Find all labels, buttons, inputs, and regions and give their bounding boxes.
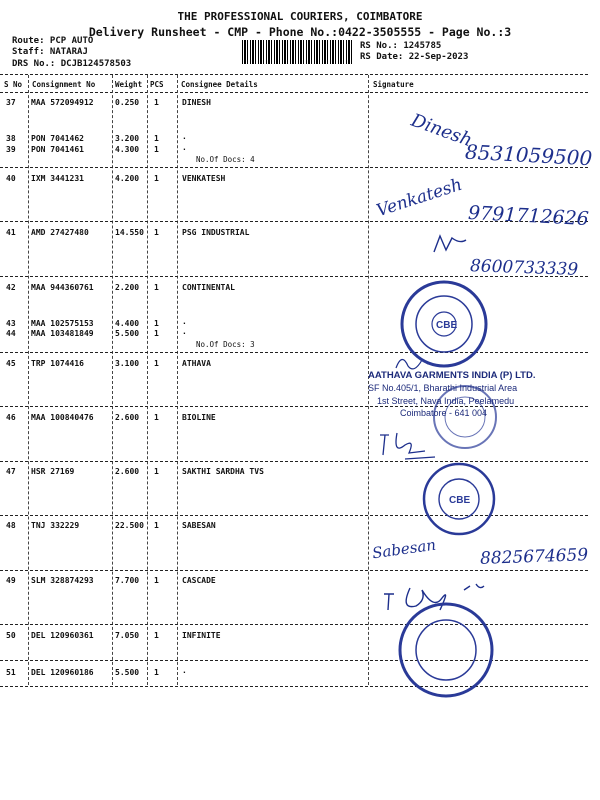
stamp-address-3: Coimbatore - 641 004: [400, 408, 488, 418]
row-details: DINESH: [182, 98, 211, 107]
drs-number: DRS No.: DCJB124578503: [12, 59, 132, 69]
row-consignment: MAA 572094912: [31, 98, 94, 107]
phone-2: 9791712626: [467, 201, 590, 231]
row-rule: [0, 515, 588, 516]
row-rule: [0, 570, 588, 571]
col-signature: Signature: [373, 80, 414, 89]
col-weight: Weight: [115, 80, 143, 89]
row-consignment: PON 7041462: [31, 134, 84, 143]
row-sno: 48: [6, 521, 16, 530]
col-sno: S No: [4, 80, 23, 89]
rs-date: RS Date: 22-Sep-2023: [360, 52, 469, 62]
row-consignment: DEL 120960186: [31, 668, 94, 677]
stamp-company-name: AATHAVA GARMENTS INDIA (P) LTD.: [368, 370, 536, 381]
row-details: SABESAN: [182, 521, 216, 530]
row-details: .: [182, 666, 187, 675]
signature-venkatesh: Venkatesh: [374, 174, 465, 222]
row-consignment: IXM 3441231: [31, 174, 84, 183]
row-consignment: MAA 102575153: [31, 319, 94, 328]
row-sno: 49: [6, 576, 16, 585]
row-rule: [0, 660, 588, 661]
runsheet-subtitle: Delivery Runsheet - CMP - Phone No.:0422-3505555 - Page No.:3: [88, 25, 512, 39]
row-weight: 0.250: [115, 98, 140, 107]
row-weight: 4.400: [115, 319, 140, 328]
col-consignment: Consignment No: [32, 80, 96, 89]
row-consignment: MAA 100840476: [31, 413, 94, 422]
row-consignment: TRP 1074416: [31, 359, 84, 368]
phone-4: 8825674659: [479, 545, 589, 569]
row-consignment: MAA 944360761: [31, 283, 94, 292]
row-sno: 44: [6, 329, 16, 338]
row-pcs: 1: [154, 134, 159, 143]
row-weight: 22.500: [115, 521, 144, 530]
row-pcs: 1: [154, 576, 159, 585]
col-consignee: Consignee Details: [181, 80, 258, 89]
row-weight: 4.300: [115, 145, 140, 154]
row-pcs: 1: [154, 174, 159, 183]
docs-count: No.Of Docs: 3: [196, 340, 255, 349]
row-pcs: 1: [154, 319, 159, 328]
signature-dinesh: Dinesh: [408, 109, 475, 152]
row-sno: 45: [6, 359, 16, 368]
company-title: THE PROFESSIONAL COURIERS, COIMBATORE: [177, 10, 423, 23]
row-rule: [0, 461, 588, 462]
row-details: .: [182, 317, 187, 326]
header-rule-top: [0, 74, 588, 75]
row-rule: [0, 167, 588, 168]
barcode: [242, 40, 354, 64]
row-details: .: [182, 132, 187, 141]
signature-sabesan: Sabesan: [371, 535, 437, 563]
row-sno: 41: [6, 228, 16, 237]
row-sno: 51: [6, 668, 16, 677]
row-details: .: [182, 143, 187, 152]
row-details: ATHAVA: [182, 359, 211, 368]
rs-number: RS No.: 1245785: [360, 41, 442, 51]
row-pcs: 1: [154, 413, 159, 422]
row-pcs: 1: [154, 98, 159, 107]
row-details: INFINITE: [182, 631, 221, 640]
stamp-sakthi: [420, 460, 498, 538]
row-pcs: 1: [154, 467, 159, 476]
row-pcs: 1: [154, 631, 159, 640]
svg-text:CBE: CBE: [449, 495, 471, 506]
row-weight: 3.100: [115, 359, 140, 368]
row-pcs: 1: [154, 521, 159, 530]
row-details: BIOLINE: [182, 413, 216, 422]
row-details: VENKATESH: [182, 174, 226, 183]
row-consignment: DEL 120960361: [31, 631, 94, 640]
row-rule: [0, 686, 588, 687]
route-label: Route: PCP AUTO: [12, 36, 94, 46]
phone-3: 8600733339: [469, 256, 579, 280]
row-pcs: 1: [154, 668, 159, 677]
row-consignment: HSR 27169: [31, 467, 75, 476]
row-details: .: [182, 327, 187, 336]
phone-1: 8531059500: [464, 139, 593, 171]
row-sno: 43: [6, 319, 16, 328]
row-consignment: AMD 27427480: [31, 228, 89, 237]
row-consignment: PON 7041461: [31, 145, 84, 154]
row-consignment: TNJ 332229: [31, 521, 80, 530]
row-weight: 7.050: [115, 631, 140, 640]
row-pcs: 1: [154, 283, 159, 292]
row-sno: 46: [6, 413, 16, 422]
svg-text:CBE: CBE: [436, 320, 458, 331]
row-rule: [0, 352, 588, 353]
row-weight: 7.700: [115, 576, 140, 585]
header-rule-bottom: [0, 92, 588, 93]
row-sno: 40: [6, 174, 16, 183]
row-pcs: 1: [154, 228, 159, 237]
stamp-address-1: SF No.405/1, Bharathi Industrial Area: [368, 383, 518, 393]
row-pcs: 1: [154, 359, 159, 368]
row-sno: 38: [6, 134, 16, 143]
signature-scribble-42: [430, 230, 470, 260]
stamp-continental: [398, 278, 490, 370]
docs-count: No.Of Docs: 4: [196, 155, 255, 164]
row-weight: 5.500: [115, 329, 140, 338]
row-consignment: SLM 328874293: [31, 576, 94, 585]
row-details: CASCADE: [182, 576, 216, 585]
row-sno: 39: [6, 145, 16, 154]
row-weight: 4.200: [115, 174, 140, 183]
staff-label: Staff: NATARAJ: [12, 47, 88, 57]
row-consignment: MAA 103481849: [31, 329, 94, 338]
row-sno: 50: [6, 631, 16, 640]
row-weight: 2.600: [115, 413, 140, 422]
row-weight: 3.200: [115, 134, 140, 143]
row-sno: 37: [6, 98, 16, 107]
row-details: PSG INDUSTRIAL: [182, 228, 250, 237]
stamp-infinite: [396, 600, 496, 700]
row-weight: 14.550: [115, 228, 144, 237]
row-details: CONTINENTAL: [182, 283, 235, 292]
row-pcs: 1: [154, 329, 159, 338]
row-details: SAKTHI SARDHA TVS: [182, 467, 264, 476]
row-sno: 42: [6, 283, 16, 292]
row-rule: [0, 624, 588, 625]
col-pcs: PCS: [150, 80, 164, 89]
row-weight: 5.500: [115, 668, 140, 677]
row-sno: 47: [6, 467, 16, 476]
row-weight: 2.600: [115, 467, 140, 476]
stamp-address-2: 1st Street, Nava India, Peelamedu: [377, 396, 515, 406]
row-pcs: 1: [154, 145, 159, 154]
row-weight: 2.200: [115, 283, 140, 292]
